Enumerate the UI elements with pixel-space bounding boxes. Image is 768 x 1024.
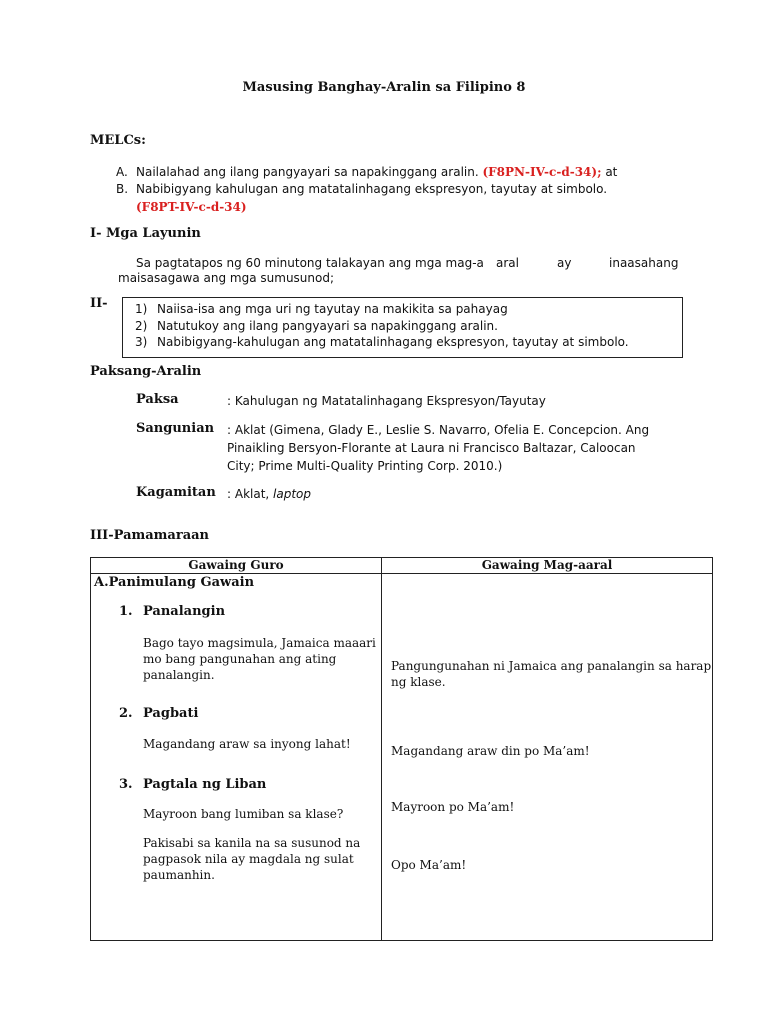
- guro-line: Bago tayo magsimula, Jamaica maaari: [143, 636, 376, 650]
- objectives-list: [123, 298, 682, 351]
- melc-b-code: (F8PT-IV-c-d-34): [136, 200, 247, 214]
- col-header-magaaral: Gawaing Mag-aaral: [382, 558, 713, 574]
- melc-a: [136, 164, 656, 181]
- objective-number: 2): [135, 318, 148, 333]
- layunin-intro-line2: maisasagawa ang mga sumusunod;: [118, 271, 335, 285]
- layunin-intro-w1: Sa pagtatapos ng 60 minutong talakayan ang mga mag-a: [136, 256, 484, 270]
- magaaral-cell: [382, 574, 713, 941]
- step-number: 1.: [119, 604, 133, 619]
- melc-b-text: Nabibigyang kahulugan ang matatalinhagang ekspresyon, tayutay at simbolo.: [136, 182, 608, 196]
- objective-number: 3): [135, 335, 148, 349]
- page-title: Masusing Banghay-Aralin sa Filipino 8: [242, 80, 526, 95]
- paksa-value: : Kahulugan ng Matatalinhagang Ekspresyon/Tayutay: [227, 394, 546, 408]
- step-title: Pagtala ng Liban: [143, 777, 267, 792]
- objective-text: Nabibigyang-kahulugan ang matatalinhagang ekspresyon, tayutay at simbolo.: [157, 335, 629, 349]
- kagamitan-value: [227, 486, 311, 503]
- table-header-row: [91, 558, 713, 574]
- guro-line: Mayroon bang lumiban sa klase?: [143, 807, 344, 821]
- response-line: Pangungunahan ni Jamaica ang panalangin sa harap: [391, 659, 712, 673]
- guro-line: panalangin.: [143, 668, 215, 682]
- response-line: Magandang araw din po Ma’am!: [391, 744, 590, 758]
- melc-a-text: Nailalahad ang ilang pangyayari sa napakinggang aralin.: [136, 165, 479, 179]
- guro-line: paumanhin.: [143, 868, 215, 882]
- objectives-box: [122, 297, 683, 358]
- layunin-heading: I- Mga Layunin: [90, 226, 201, 241]
- response-line: Opo Ma’am!: [391, 858, 467, 872]
- step-title: Pagbati: [143, 706, 199, 721]
- step-number: 3.: [119, 777, 133, 792]
- pamamaraan-heading: III-Pamamaraan: [90, 528, 209, 543]
- kagamitan-label: Kagamitan: [136, 485, 216, 500]
- melc-b-letter: B.: [116, 182, 129, 196]
- sangunian-line-3: City; Prime Multi-Quality Printing Corp. 2010.): [227, 459, 503, 473]
- guro-cell: [91, 574, 382, 941]
- table-row: [91, 574, 713, 941]
- pamamaraan-table: [90, 557, 713, 941]
- layunin-intro-w3: ay: [557, 256, 572, 270]
- objective-item: [135, 334, 682, 351]
- layunin-intro-w2: aral: [496, 256, 519, 270]
- melc-a-after: at: [605, 165, 618, 179]
- sangunian-line-1: : Aklat (Gimena, Glady E., Leslie S. Navarro, Ofelia E. Concepcion. Ang: [227, 423, 650, 437]
- step-number: 2.: [119, 706, 133, 721]
- section-title: A.Panimulang Gawain: [94, 575, 255, 590]
- response-line: Mayroon po Ma’am!: [391, 800, 515, 814]
- objective-text: Naiisa-isa ang mga uri ng tayutay na makikita sa pahayag: [157, 302, 508, 316]
- sangunian-line-2: Pinaikling Bersyon-Florante at Laura ni Francisco Baltazar, Caloocan: [227, 441, 636, 455]
- guro-line: Pakisabi sa kanila na sa susunod na: [143, 836, 361, 850]
- kagamitan-italic: laptop: [273, 487, 312, 501]
- paksa-label: Paksa: [136, 392, 179, 407]
- kagamitan-text: : Aklat,: [227, 487, 274, 501]
- step-title: Panalangin: [143, 604, 226, 619]
- objective-item: [135, 301, 682, 318]
- melc-a-letter: A.: [116, 165, 128, 179]
- paksang-aralin-heading: Paksang-Aralin: [90, 364, 202, 379]
- section-ii-label: II-: [90, 296, 108, 311]
- objective-number: 1): [135, 302, 148, 316]
- layunin-intro-w4: inaasahang: [609, 256, 679, 270]
- objective-item: [135, 318, 682, 335]
- objective-text: Natutukoy ang ilang pangyayari sa napakinggang aralin.: [157, 318, 498, 333]
- guro-line: mo bang pangunahan ang ating: [143, 652, 337, 666]
- col-header-guro: Gawaing Guro: [91, 558, 382, 574]
- melc-a-code: (F8PN-IV-c-d-34);: [482, 165, 602, 179]
- response-line: ng klase.: [391, 675, 446, 689]
- guro-line: pagpasok nila ay magdala ng sulat: [143, 852, 354, 866]
- sangunian-label: Sangunian: [136, 421, 215, 436]
- guro-line: Magandang araw sa inyong lahat!: [143, 737, 351, 751]
- melcs-heading: MELCs:: [90, 133, 146, 148]
